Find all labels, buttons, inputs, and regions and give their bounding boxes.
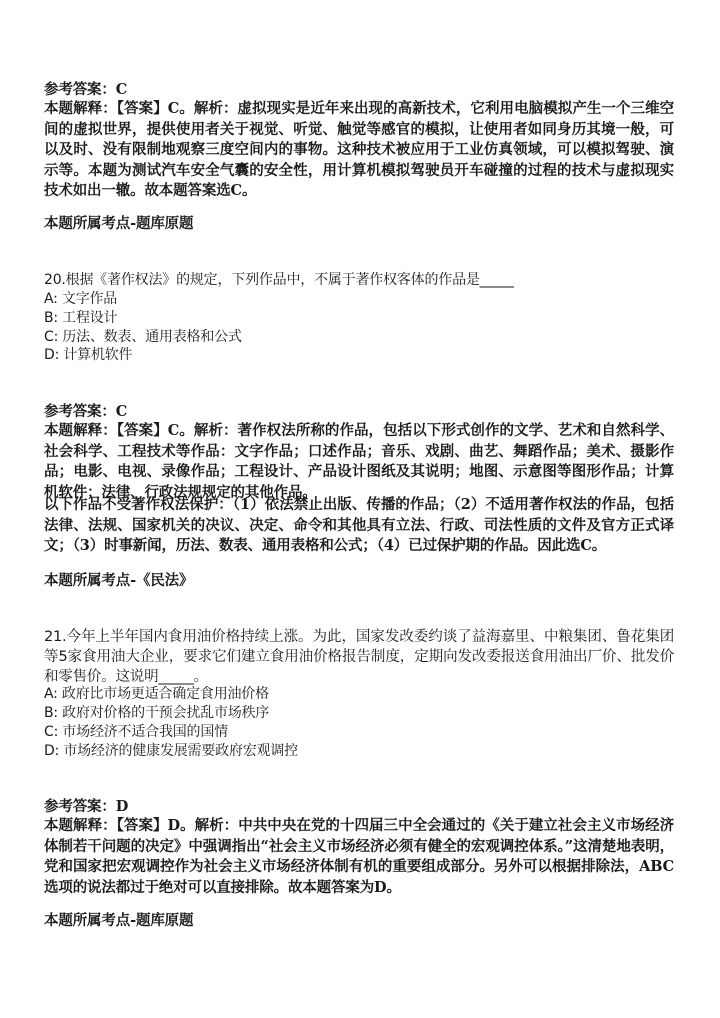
q20-option-b: B: 工程设计 [44, 310, 118, 326]
q21-source: 本题所属考点-题库原题 [44, 912, 194, 929]
q20-answer: 参考答案：C [44, 403, 128, 420]
q20-option-c: C: 历法、数表、通用表格和公式 [44, 329, 242, 345]
q21-option-a: A: 政府比市场更适合确定食用油价格 [44, 686, 269, 702]
q21-option-b: B: 政府对价格的干预会扰乱市场秩序 [44, 705, 270, 721]
q20-explanation-part1: 本题解释：【答案】C。解析：著作权法所称的作品，包括以下形式创作的文学、艺术和自然科学、社会科学、工程技术等作品：文字作品；口述作品；音乐、戏剧、曲艺、舞蹈作品；美术、摄影作品；电影、电视、录像作品；工程设计、产品设计图纸及其说明；地图、示意图等图形作品；计算机软件；法律、行政法规规定的其他作品。 [44, 422, 674, 501]
q21-answer: 参考答案：D [44, 798, 129, 815]
q21-option-c: C: 市场经济不适合我国的国情 [44, 724, 228, 740]
q19-source: 本题所属考点-题库原题 [44, 215, 194, 232]
q20-question: 20.根据《著作权法》的规定，下列作品中，不属于著作权客体的作品是_____ [44, 272, 514, 288]
q21-question: 21.今年上半年国内食用油价格持续上涨。为此，国家发改委约谈了益海嘉里、中粮集团、鲁花集团等5家食用油大企业，要求它们建立食用油价格报告制度，定期向发改委报送食用油出厂价、批发价和零售价。这说明_____。 [44, 629, 674, 685]
q19-answer: 参考答案：C [44, 81, 128, 98]
q21-option-d: D: 市场经济的健康发展需要政府宏观调控 [44, 743, 298, 759]
q20-source: 本题所属考点-《民法》 [44, 572, 194, 589]
q20-explanation-part2: 以下作品不受著作权法保护：（1）依法禁止出版、传播的作品；（2）不适用著作权法的作品，包括法律、法规、国家机关的决议、决定、命令和其他具有立法、行政、司法性质的文件及官方正式译文；（3）时事新闻，历法、数表、通用表格和公式；（4）已过保护期的作品。因此选C。 [44, 496, 674, 554]
q19-explanation: 本题解释：【答案】C。解析：虚拟现实是近年来出现的高新技术，它利用电脑模拟产生一个三维空间的虚拟世界，提供使用者关于视觉、听觉、触觉等感官的模拟，让使用者如同身历其境一般，可以及时、没有限制地观察三度空间内的事物。这种技术被应用于工业仿真领域，可以模拟驾驶、演示等。本题为测试汽车安全气囊的安全性，用计算机模拟驾驶员开车碰撞的过程的技术与虚拟现实技术如出一辙。故本题答案选C。 [44, 100, 674, 199]
q20-option-a: A: 文字作品 [44, 291, 118, 307]
q21-explanation: 本题解释：【答案】D。解析：中共中央在党的十四届三中全会通过的《关于建立社会主义市场经济体制若干问题的决定》中强调指出“社会主义市场经济必须有健全的宏观调控体系。”这清楚地表明，党和国家把宏观调控作为社会主义市场经济体制有机的重要组成部分。另外可以根据排除法，ABC选项的说法都过于绝对可以直接排除。故本题答案为D。 [44, 817, 674, 896]
q20-option-d: D: 计算机软件 [44, 347, 133, 363]
